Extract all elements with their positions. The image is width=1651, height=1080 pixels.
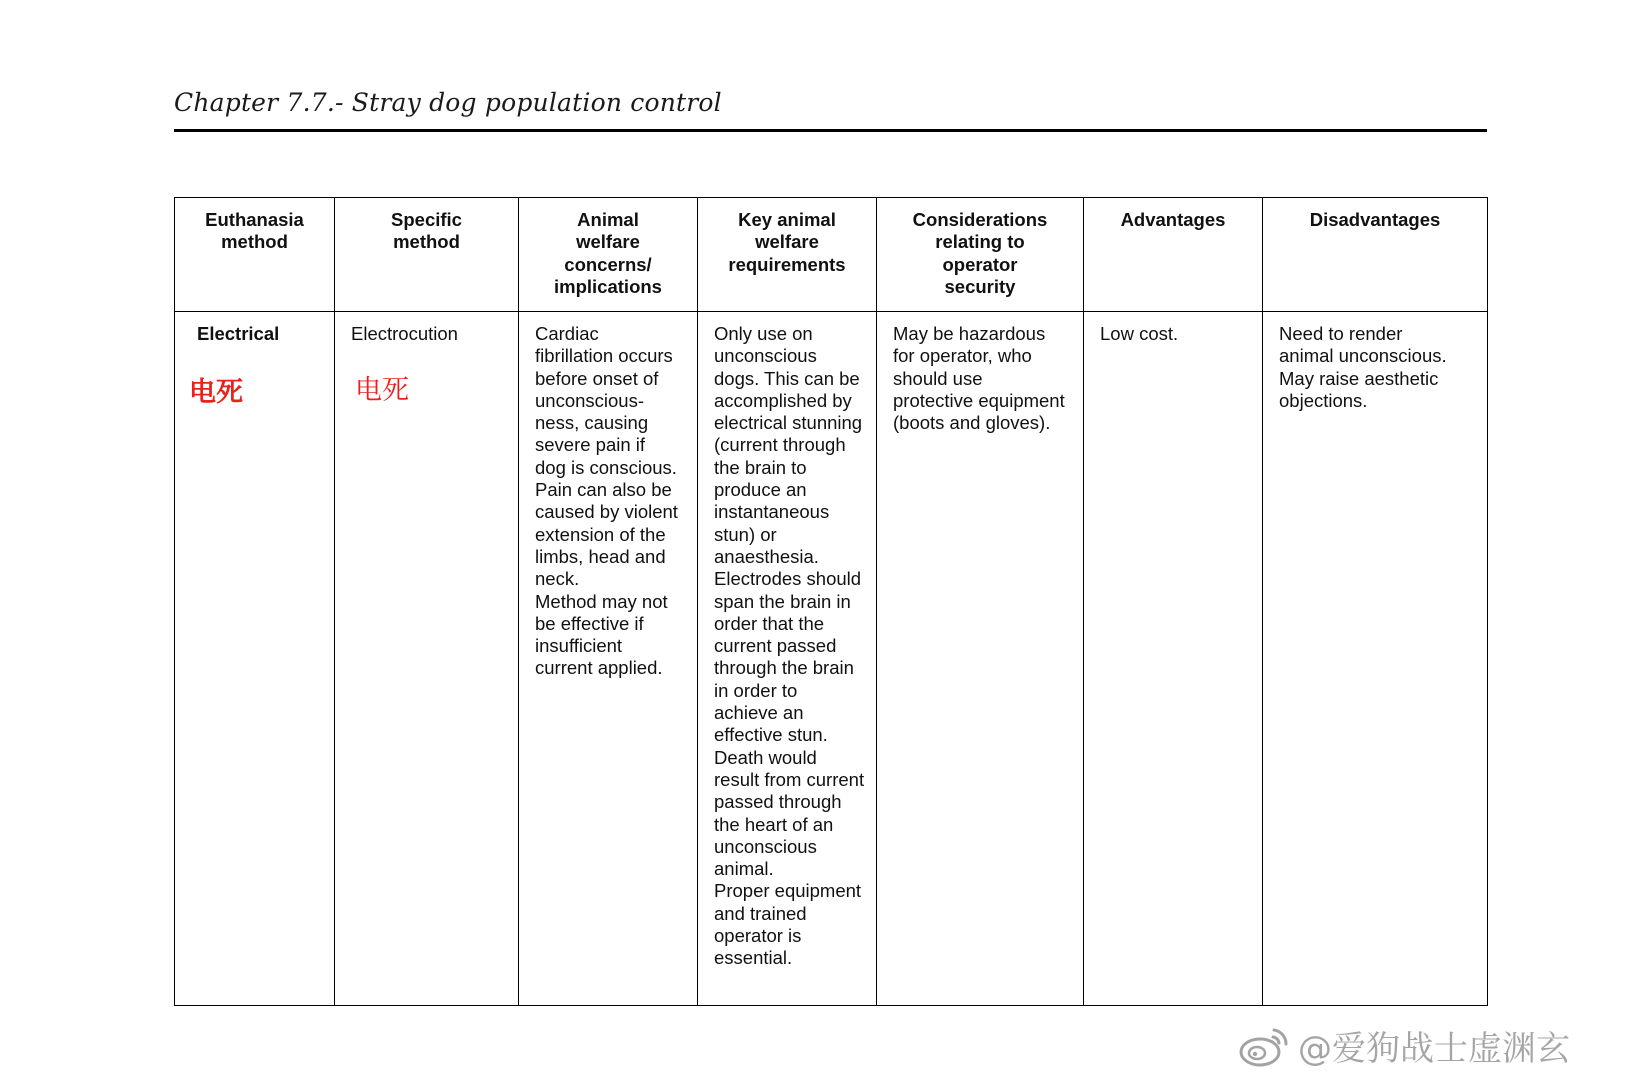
specific-method-annotation: 电死 xyxy=(355,375,409,407)
header-welfare-requirements-text: Key animal welfare requirements xyxy=(728,209,846,275)
euthanasia-method-value: Electrical xyxy=(197,323,280,344)
watermark-text: @爱狗战士虚渊玄 xyxy=(1298,1028,1570,1069)
euthanasia-method-annotation: 电死 xyxy=(189,377,243,409)
header-operator-security xyxy=(877,198,1084,312)
header-operator-security-text: Considerations relating to operator security xyxy=(912,209,1048,297)
euthanasia-methods-table xyxy=(174,197,1488,1006)
watermark xyxy=(1236,1022,1570,1068)
cell-welfare-requirements xyxy=(698,312,877,1006)
disadvantages-paragraph: Need to render animal unconscious. xyxy=(1279,323,1447,367)
header-specific-method xyxy=(335,198,519,312)
weibo-icon xyxy=(1236,1022,1292,1068)
specific-method-value: Electrocution xyxy=(351,323,458,344)
cell-operator-security xyxy=(877,312,1084,1006)
cell-euthanasia-method xyxy=(175,312,335,1006)
advantages-text: Low cost. xyxy=(1100,323,1179,344)
header-welfare-concerns xyxy=(519,198,698,312)
cell-disadvantages xyxy=(1263,312,1488,1006)
header-euthanasia-method xyxy=(175,198,335,312)
header-disadvantages-text: Disadvantages xyxy=(1309,209,1441,230)
header-disadvantages xyxy=(1263,198,1488,312)
header-advantages xyxy=(1084,198,1263,312)
table-header-row xyxy=(175,198,1488,312)
welfare-concerns-paragraph: Cardiac fibrillation occurs before onset of unconscious-ness, causing severe pain if dog is conscious. Pain can also be caused by violent extension of the limbs, head and neck. xyxy=(535,323,678,590)
header-welfare-concerns-text: Animal welfare concerns/ implications xyxy=(554,209,662,297)
chapter-title: Chapter 7.7.- Stray dog population control xyxy=(174,88,722,117)
welfare-requirements-paragraph: Proper equipment and trained operator is essential. xyxy=(714,880,862,969)
header-welfare-requirements xyxy=(698,198,877,312)
welfare-requirements-paragraph: Electrodes should span the brain in order that the current passed through the brain in order to achieve an effective stun. xyxy=(714,568,862,746)
header-euthanasia-method-text: Euthanasia method xyxy=(205,209,304,253)
operator-security-text: May be hazardous for operator, who should use protective equipment (boots and gloves). xyxy=(893,323,1065,434)
disadvantages-paragraph: May raise aesthetic objections. xyxy=(1279,367,1439,411)
welfare-requirements-paragraph: Only use on unconscious dogs. This can be accomplished by electrical stunning (current through the brain to produce an instantaneous stun) or anaesthesia. xyxy=(714,323,863,567)
cell-advantages xyxy=(1084,312,1263,1006)
title-rule xyxy=(174,129,1487,132)
header-advantages-text: Advantages xyxy=(1120,209,1226,230)
welfare-requirements-paragraph: Death would result from current passed through the heart of an unconscious animal. xyxy=(714,746,865,880)
table-row xyxy=(175,312,1488,1006)
cell-specific-method xyxy=(335,312,519,1006)
cell-welfare-concerns xyxy=(519,312,698,1006)
welfare-concerns-paragraph: Method may not be effective if insufficient current applied. xyxy=(535,590,668,679)
header-specific-method-text: Specific method xyxy=(391,209,462,253)
